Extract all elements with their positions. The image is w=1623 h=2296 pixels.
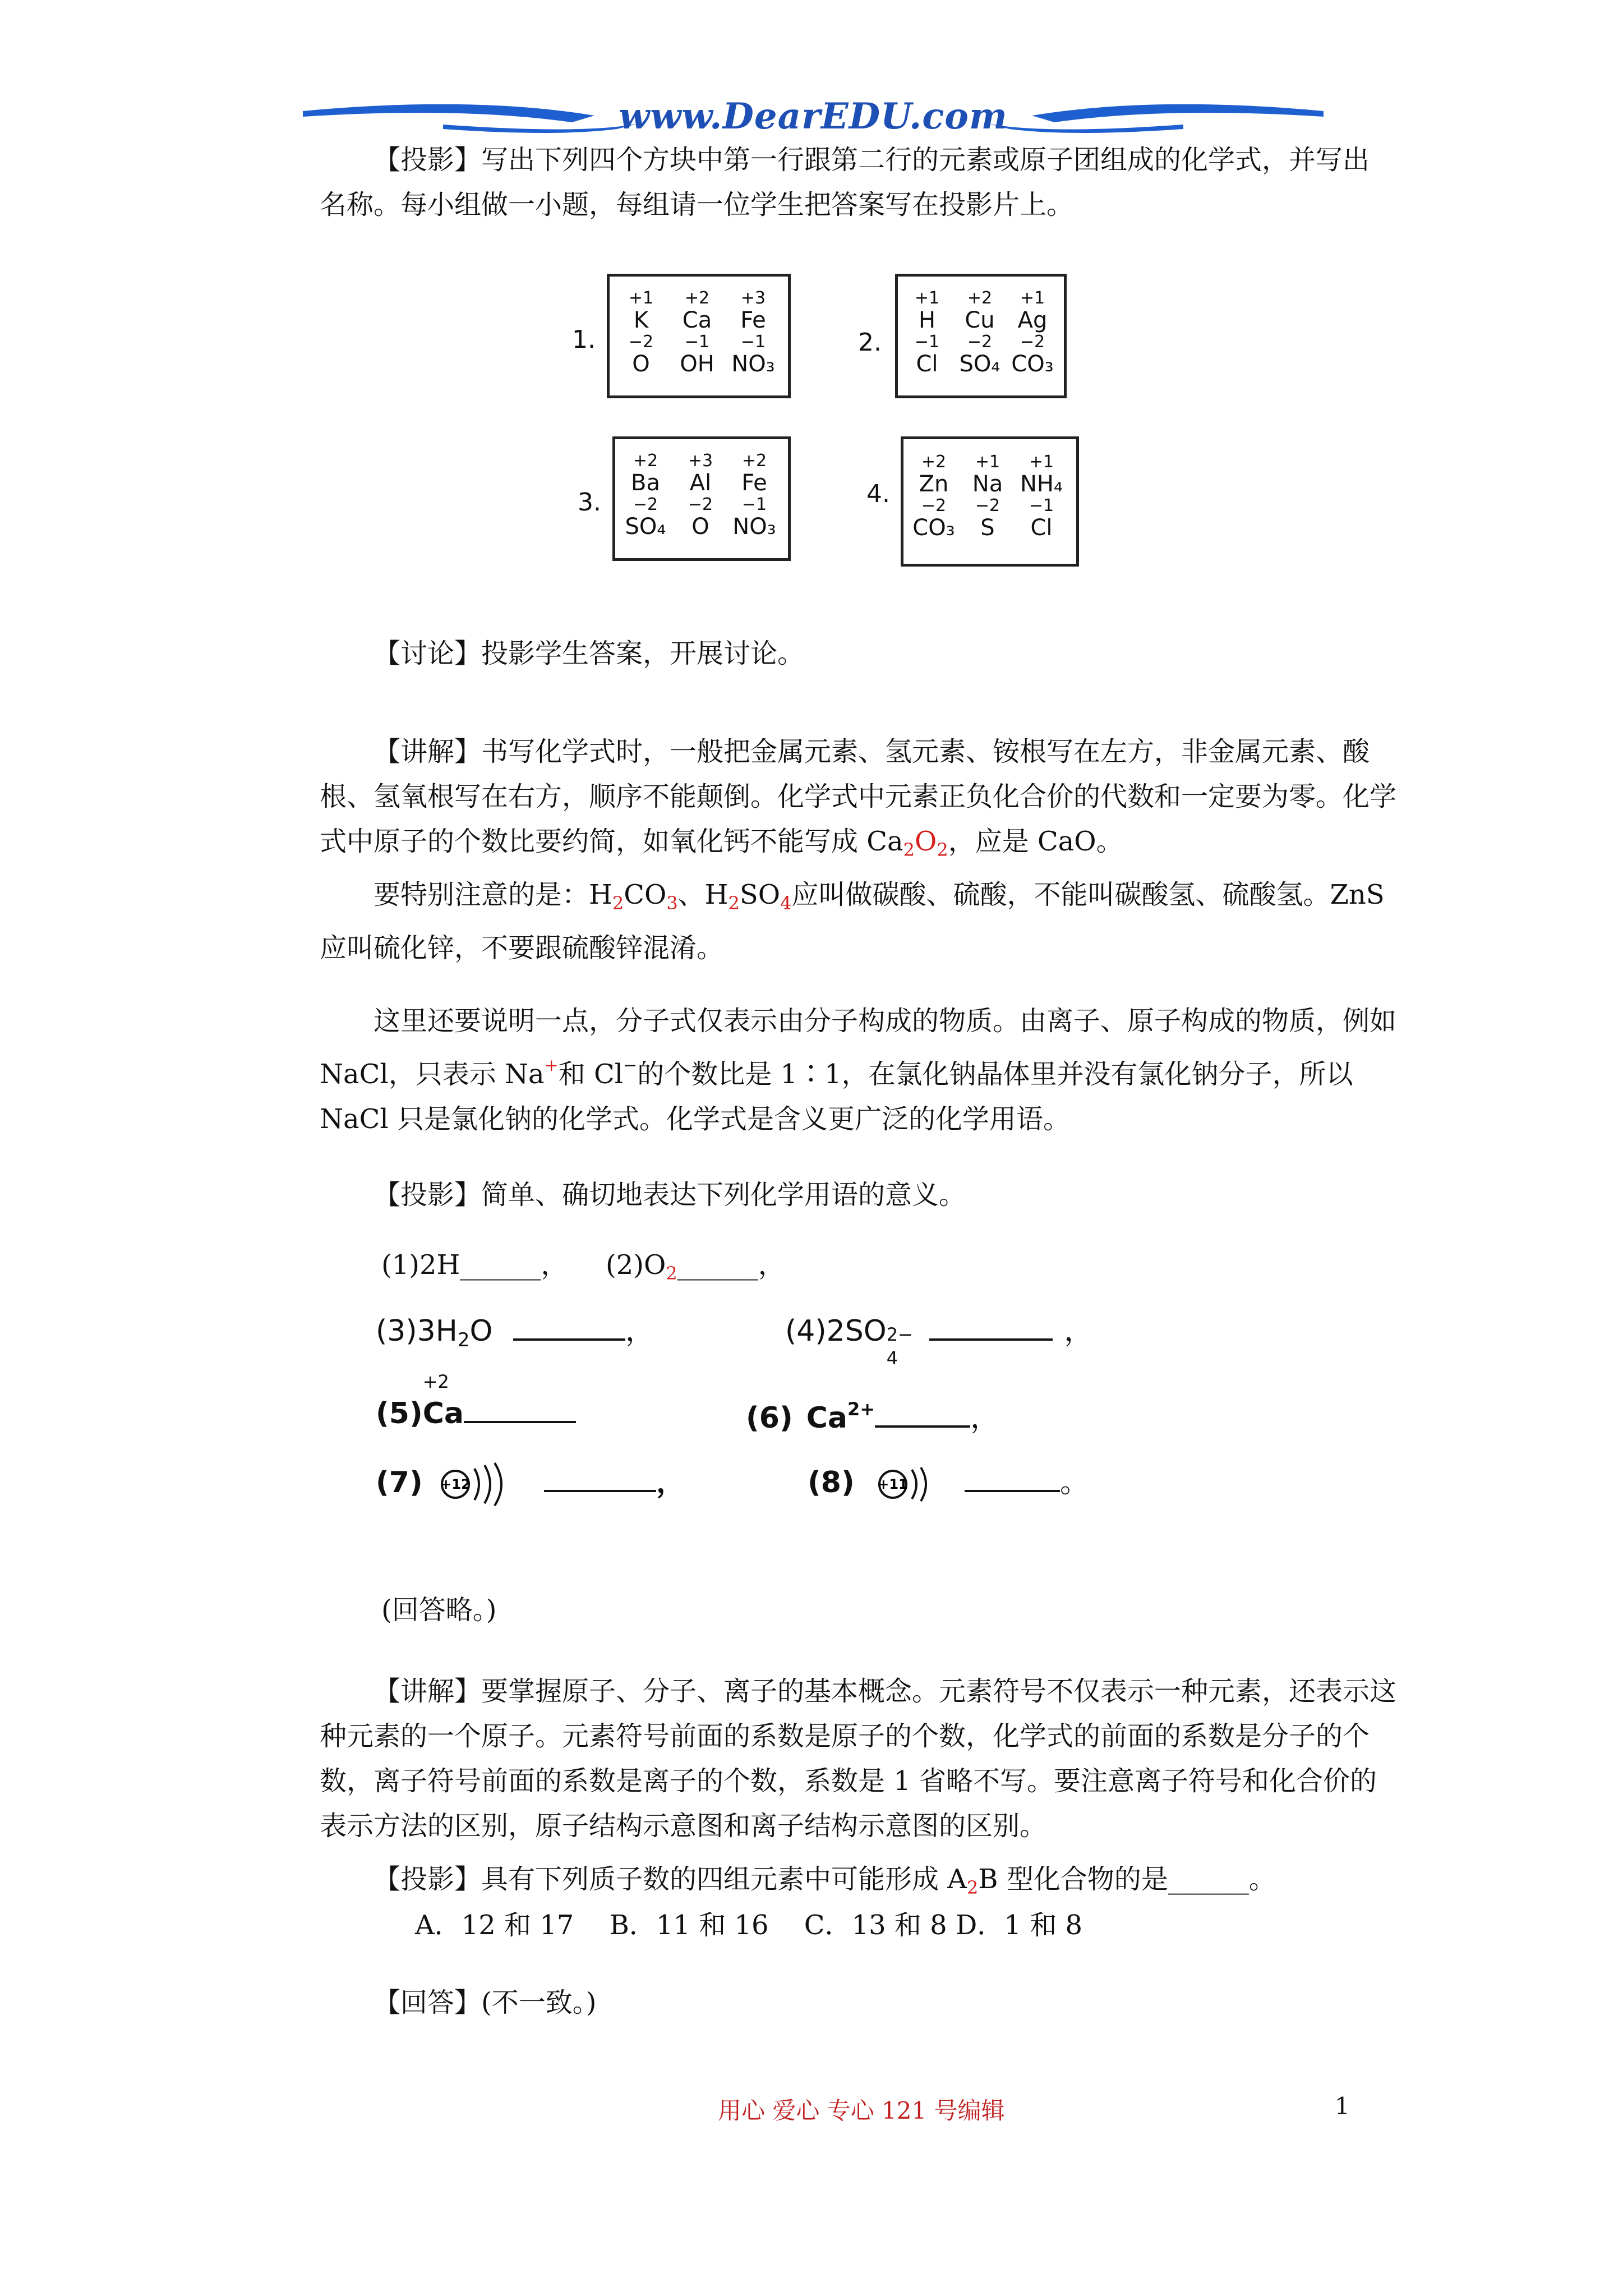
answer-blank[interactable] [464, 1398, 576, 1423]
question-7: (7) +12 ， [376, 1458, 685, 1507]
document-page: www.DearEDU.com 【投影】写出下列四个方块中第一行跟第二行的元素或原子团组成的化学式，并写出名称。每小组做一小题，每组请一位学生把答案写在投影片上。 1. +1 K −2 O +2 Ca −1 OH +3 Fe −1 NO₃ 2. +1 H −1 Cl +2 Cu −2 SO₄ +1 Ag −2 CO₃ 3. +2 Ba −2 SO₄ +3 Al −2 O +2 Fe −1 NO₃ 4. +2 Zn −2 CO₃ +1 Na −2 S +1 NH₄ −1 Cl 【讨论】投影学生答案，开展讨论。 【讲解】书写化学式时，一般把金属元素、氢元素、铵根写在左方，非金属元素、酸根、氢氧根写在右方，顺序不能颠倒。化学式中元素正负化合价的代数和一定要为零。化学式中原子的个数比要约简，如氧化钙不能写成 $Ca_2O_2$，应是 CaO。 要特别注意的是：$H_2CO_3$、$H_2SO_4$应叫做碳酸、硫酸，不能叫碳酸氢、硫酸氢。ZnS 应叫硫化锌，不要跟硫酸锌混淆。 这里还要说明一点，分子式仅表示由分子构成的物质。由离子、原子构成的物质，例如 NaCl，只表示 Na+和 Cl−的个数比是 1∶1，在氯化钠晶体里并没有氯化钠分子，所以 NaCl 只是氯化钠的化学式。化学式是含义更广泛的化学用语。 【投影】简单、确切地表达下列化学用语的意义。 (1)2H______， $(2)O_2\_\_\_\_\_\_$， (3)3H2O ， (4)2SO 2− 4 ， (5) +2 Ca (6) $Ca^{2+}$ ， (7) +12 ， (8) +11 。 (回答略。) 【讲解】要掌握原子、分子、离子的基本概念。元素符号不仅表示一种元素，还表示这种元素的一个原子。元素符号前面的系数是原子的个数，化学式的前面的系数是分子的个数，离子符号前面的系数是离子的个数，系数是 1 省略不写。要注意离子符号和化合价的表示方法的区别，原子结构示意图和离子结构示意图的区别。 【投影】具有下列质子数的四组元素中可能形成 $A_2B$ 型化合物的是______。 A．12 和 17 B．11 和 16 C．13 和 8 D．1 和 8 【回答】(不一致。) 用心 爱心 专心 121 号编辑 1 [0, 0, 1623, 2296]
svg-text:+12: +12 [440, 1476, 471, 1492]
para-reply: 【回答】(不一致。) [374, 1987, 597, 2018]
para-explanation-1: 【讲解】书写化学式时，一般把金属元素、氢元素、铵根写在左方，非金属元素、酸根、氢氧根写在右方，顺序不能颠倒。化学式中元素正负化合价的代数和一定要为零。化学式中原子的个数比要约简，如氧化钙不能写成 $Ca_2O_2$，应是 CaO。 [320, 736, 1397, 861]
answer-blank[interactable] [965, 1467, 1060, 1492]
question-6: (6) $Ca^{2+}$ ， [746, 1398, 1000, 1435]
question-3: (3)3H2O ， [376, 1314, 654, 1351]
question-2: $(2)O_2\_\_\_\_\_\_$， [606, 1249, 785, 1284]
question-5: (5) +2 Ca [376, 1397, 576, 1430]
svg-text:+11: +11 [878, 1476, 908, 1492]
para-projection-3: 【投影】具有下列质子数的四组元素中可能形成 $A_2B$ 型化合物的是______。 [374, 1864, 1276, 1898]
question-4: (4)2SO 2− 4 ， [785, 1314, 1094, 1369]
site-url[interactable]: www.DearEDU.com [619, 95, 1008, 137]
answer-blank[interactable] [544, 1467, 656, 1492]
answer-blank[interactable] [875, 1403, 970, 1428]
para-molecular-formula: 这里还要说明一点，分子式仅表示由分子构成的物质。由离子、原子构成的物质，例如 NaCl，只表示 Na+和 Cl−的个数比是 1∶1，在氯化钠晶体里并没有氯化钠分子，所以 NaCl 只是氯化钠的化学式。化学式是含义更广泛的化学用语。 [320, 1005, 1397, 1135]
para-note: 要特别注意的是：$H_2CO_3$、$H_2SO_4$应叫做碳酸、硫酸，不能叫碳酸氢、硫酸氢。ZnS 应叫硫化锌，不要跟硫酸锌混淆。 [320, 879, 1385, 964]
box-number: 2. [858, 328, 882, 357]
para-projection-2: 【投影】简单、确切地表达下列化学用语的意义。 [374, 1179, 966, 1211]
box-number: 4. [866, 480, 890, 508]
para-discussion: 【讨论】投影学生答案，开展讨论。 [374, 638, 805, 669]
question-8: (8) +11 。 [808, 1458, 1089, 1507]
para-explanation-2: 【讲解】要掌握原子、分子、离子的基本概念。元素符号不仅表示一种元素，还表示这种元素的一个原子。元素符号前面的系数是原子的个数，化学式的前面的系数是分子的个数，离子符号前面的系数是离子的个数，系数是 1 省略不写。要注意离子符号和化合价的表示方法的区别，原子结构示意图和离子结构示意图的区别。 [320, 1676, 1397, 1842]
atom-structure-diagram-icon [439, 1462, 517, 1507]
answer-options: A．12 和 17 B．11 和 16 C．13 和 8 D．1 和 8 [415, 1910, 1082, 1941]
box-number: 3. [578, 488, 601, 517]
atom-structure-diagram-icon [876, 1462, 938, 1507]
page-number: 1 [1335, 2092, 1350, 2120]
answer-blank[interactable] [929, 1316, 1053, 1341]
footer-slogan: 用心 爱心 专心 121 号编辑 [718, 2097, 1005, 2124]
box-number: 1. [572, 325, 596, 354]
answer-blank[interactable] [513, 1316, 625, 1341]
answer-omitted: (回答略。) [381, 1594, 497, 1626]
para-projection-1: 【投影】写出下列四个方块中第一行跟第二行的元素或原子团组成的化学式，并写出名称。每小组做一小题，每组请一位学生把答案写在投影片上。 [320, 144, 1370, 220]
question-1: (1)2H______， [381, 1249, 568, 1281]
